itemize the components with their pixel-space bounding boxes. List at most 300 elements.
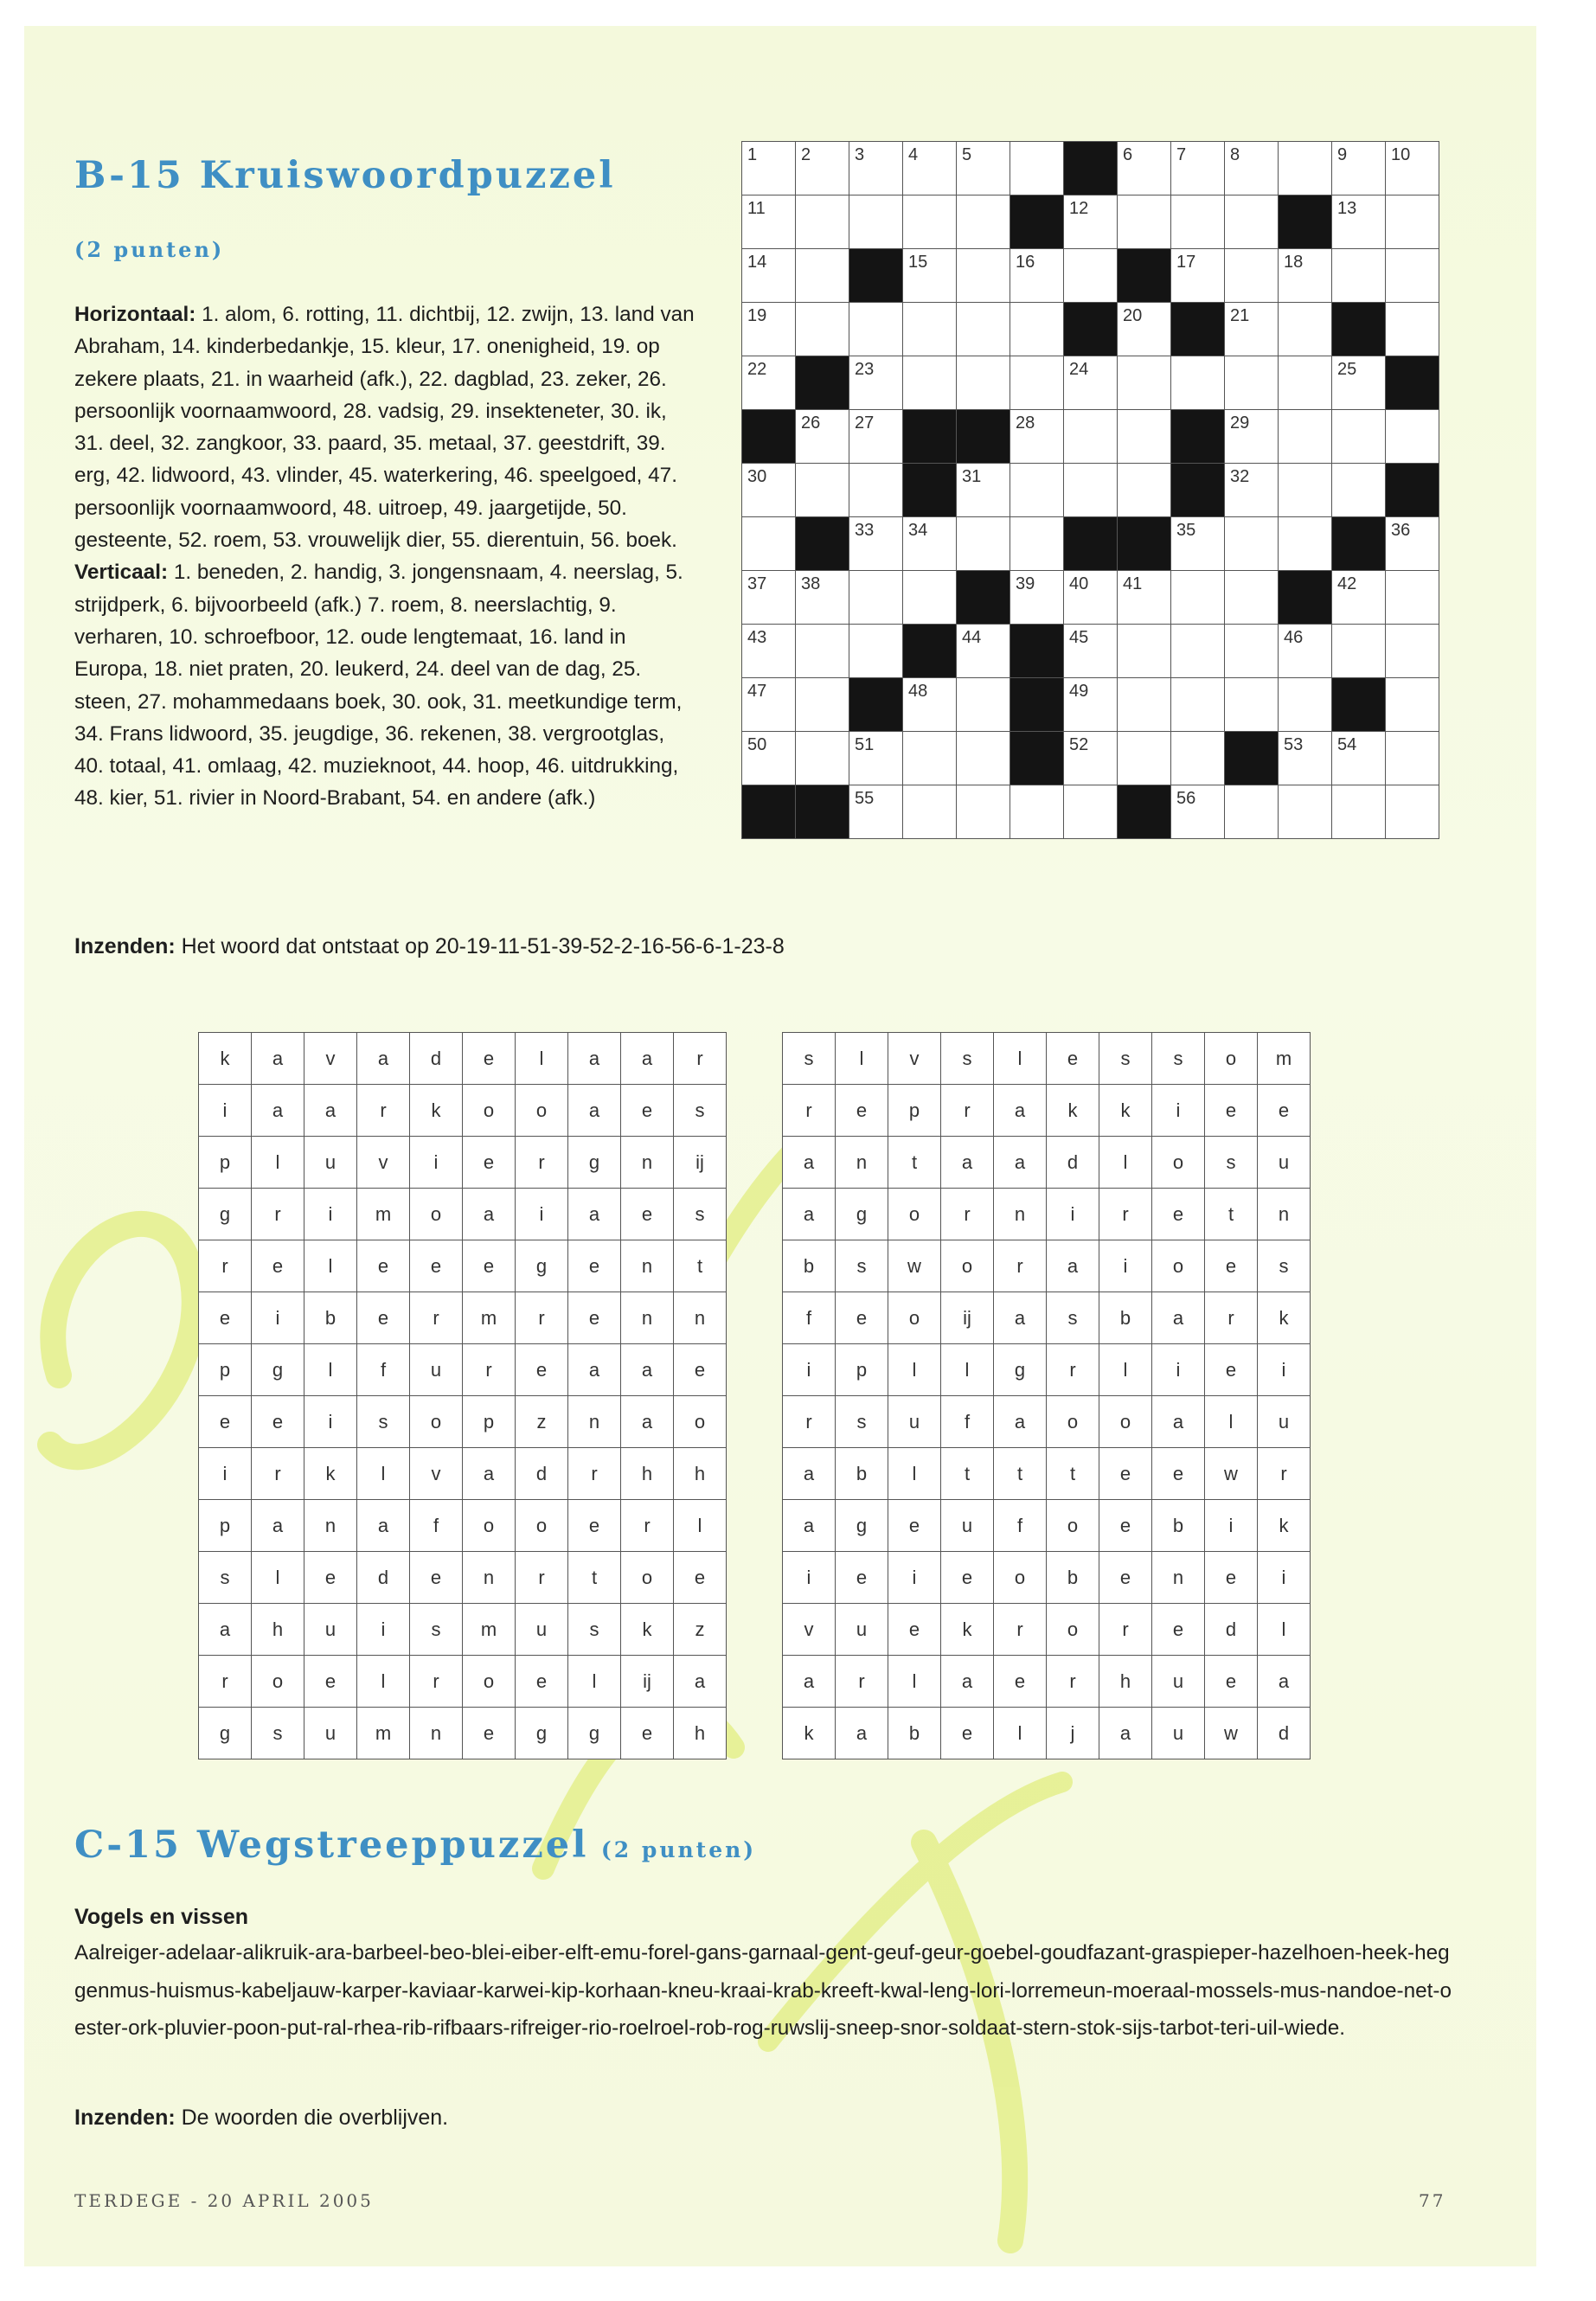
crossword-cell <box>957 625 1010 678</box>
wordsearch-cell: e <box>252 1240 304 1292</box>
crossword-row <box>742 410 1439 464</box>
crossword-cell <box>1010 464 1064 517</box>
crossword-cell <box>1010 303 1064 356</box>
wordsearch-cell: d <box>357 1552 410 1604</box>
wordsearch-cell: s <box>357 1396 410 1448</box>
wordsearch-heading <box>74 1823 756 1867</box>
wordsearch-row <box>199 1656 727 1708</box>
crossword-cell <box>849 625 903 678</box>
crossword-cell <box>957 249 1010 303</box>
wordsearch-cell: g <box>516 1708 568 1759</box>
wordsearch-cell: b <box>304 1292 357 1344</box>
wordsearch-cell: e <box>621 1189 674 1240</box>
crossword-cell-number: 54 <box>1337 735 1357 754</box>
crossword-cell <box>903 785 957 839</box>
wordsearch-cell: u <box>410 1344 463 1396</box>
wordsearch-cell: u <box>1152 1708 1205 1759</box>
wordsearch-cell: r <box>994 1240 1047 1292</box>
crossword-cell <box>1386 142 1439 195</box>
crossword-cell <box>903 356 957 410</box>
wordsearch-cell: n <box>410 1708 463 1759</box>
crossword-cell <box>957 517 1010 571</box>
crossword-cell <box>903 571 957 625</box>
wordsearch-cell: e <box>568 1240 621 1292</box>
crossword-row <box>742 195 1439 249</box>
wordsearch-cell: t <box>568 1552 621 1604</box>
wordsearch-cell: s <box>252 1708 304 1759</box>
wordsearch-cell: i <box>199 1448 252 1500</box>
wordsearch-submit-label: Inzenden: <box>74 2106 176 2130</box>
wordsearch-cell: a <box>783 1137 836 1189</box>
wordsearch-cell: e <box>621 1708 674 1759</box>
crossword-cell <box>1332 249 1386 303</box>
crossword-black-cell <box>796 785 849 839</box>
crossword-cell <box>1225 303 1279 356</box>
wordsearch-cell: u <box>941 1500 994 1552</box>
wordsearch-cell: v <box>888 1033 941 1085</box>
crossword-cell <box>742 571 796 625</box>
wordsearch-cell: i <box>410 1137 463 1189</box>
wordsearch-cell: i <box>1047 1189 1099 1240</box>
wordsearch-cell: e <box>836 1085 888 1137</box>
wordsearch-cell: e <box>357 1240 410 1292</box>
crossword-cell <box>1386 249 1439 303</box>
wordsearch-cell: o <box>1205 1033 1258 1085</box>
crossword-cell <box>1171 142 1225 195</box>
wordsearch-cell: s <box>1047 1292 1099 1344</box>
wordsearch-cell: e <box>463 1137 516 1189</box>
wordsearch-cell: p <box>199 1500 252 1552</box>
crossword-cell <box>1386 303 1439 356</box>
wordsearch-row <box>199 1137 727 1189</box>
crossword-cell <box>1118 410 1171 464</box>
wordsearch-cell: ij <box>674 1137 727 1189</box>
wordsearch-submit <box>74 2106 448 2131</box>
crossword-cell <box>1171 678 1225 732</box>
crossword-black-cell <box>903 410 957 464</box>
crossword-cell <box>742 195 796 249</box>
wordsearch-cell: r <box>463 1344 516 1396</box>
crossword-cell <box>1279 410 1332 464</box>
crossword-cell <box>1118 732 1171 785</box>
wordsearch-cell: s <box>1152 1033 1205 1085</box>
wordsearch-cell: m <box>463 1604 516 1656</box>
wordsearch-cell: s <box>783 1033 836 1085</box>
crossword-cell <box>1010 571 1064 625</box>
wordsearch-cell: u <box>1258 1396 1311 1448</box>
crossword-black-cell <box>1064 517 1118 571</box>
wordsearch-cell: l <box>888 1344 941 1396</box>
wordsearch-row <box>199 1708 727 1759</box>
crossword-black-cell <box>1064 303 1118 356</box>
wordsearch-cell: v <box>357 1137 410 1189</box>
wordsearch-cell: a <box>463 1189 516 1240</box>
wordsearch-cell: m <box>1258 1033 1311 1085</box>
crossword-cell <box>849 195 903 249</box>
crossword-cell <box>796 249 849 303</box>
crossword-cell <box>796 195 849 249</box>
wordsearch-cell: a <box>568 1085 621 1137</box>
wordsearch-cell: e <box>199 1396 252 1448</box>
crossword-clues <box>74 298 699 815</box>
crossword-cell-number: 34 <box>908 521 928 540</box>
crossword-cell-number: 1 <box>747 145 758 164</box>
horizontal-label: Horizontaal: <box>74 303 196 326</box>
crossword-black-cell <box>1010 625 1064 678</box>
wordsearch-cell: i <box>1152 1085 1205 1137</box>
wordsearch-cell: k <box>1258 1500 1311 1552</box>
wordsearch-cell: k <box>304 1448 357 1500</box>
crossword-cell <box>903 517 957 571</box>
crossword-row <box>742 249 1439 303</box>
crossword-black-cell <box>1010 195 1064 249</box>
crossword-black-cell <box>1010 732 1064 785</box>
crossword-cell <box>1332 571 1386 625</box>
wordsearch-cell: a <box>1047 1240 1099 1292</box>
wordsearch-cell: r <box>568 1448 621 1500</box>
wordsearch-cell: l <box>994 1033 1047 1085</box>
wordsearch-cell: r <box>1047 1656 1099 1708</box>
crossword-black-cell <box>1118 517 1171 571</box>
crossword-cell-number: 38 <box>801 574 821 593</box>
wordsearch-cell: e <box>1099 1500 1152 1552</box>
wordsearch-cell: a <box>783 1500 836 1552</box>
wordsearch-cell: n <box>621 1240 674 1292</box>
wordsearch-cell: r <box>199 1240 252 1292</box>
wordsearch-cell: o <box>1047 1500 1099 1552</box>
crossword-cell-number: 28 <box>1016 413 1035 433</box>
crossword-cell <box>957 142 1010 195</box>
wordsearch-cell: s <box>836 1396 888 1448</box>
crossword-black-cell <box>1332 303 1386 356</box>
wordsearch-row <box>783 1085 1311 1137</box>
crossword-black-cell <box>1332 678 1386 732</box>
wordsearch-cell: s <box>1258 1240 1311 1292</box>
crossword-cell-number: 14 <box>747 253 767 272</box>
wordsearch-cell: n <box>568 1396 621 1448</box>
crossword-cell-number: 6 <box>1123 145 1133 164</box>
crossword-cell <box>1171 195 1225 249</box>
crossword-cell <box>903 732 957 785</box>
crossword-cell <box>1279 356 1332 410</box>
crossword-cell-number: 40 <box>1069 574 1089 593</box>
wordsearch-row <box>783 1033 1311 1085</box>
crossword-cell <box>796 142 849 195</box>
wordsearch-row <box>199 1396 727 1448</box>
wordsearch-cell: e <box>1205 1344 1258 1396</box>
wordsearch-cell: r <box>941 1085 994 1137</box>
wordsearch-cell: e <box>1099 1552 1152 1604</box>
wordsearch-cell: l <box>888 1448 941 1500</box>
wordsearch-cell: s <box>941 1033 994 1085</box>
wordsearch-cell: a <box>994 1085 1047 1137</box>
crossword-cell <box>903 142 957 195</box>
wordsearch-cell: s <box>674 1085 727 1137</box>
wordsearch-cell: i <box>1205 1500 1258 1552</box>
crossword-cell-number: 42 <box>1337 574 1357 593</box>
wordsearch-points: (2 punten) <box>600 1837 757 1862</box>
crossword-cell-number: 46 <box>1284 628 1304 647</box>
wordsearch-cell: a <box>463 1448 516 1500</box>
wordsearch-cell: j <box>1047 1708 1099 1759</box>
crossword-cell-number: 25 <box>1337 360 1357 379</box>
wordsearch-cell: f <box>941 1396 994 1448</box>
wordsearch-cell: l <box>1205 1396 1258 1448</box>
wordsearch-cell: a <box>304 1085 357 1137</box>
wordsearch-cell: r <box>994 1604 1047 1656</box>
wordsearch-cell: g <box>836 1189 888 1240</box>
crossword-cell <box>1279 142 1332 195</box>
wordsearch-cell: o <box>888 1292 941 1344</box>
wordsearch-cell: l <box>568 1656 621 1708</box>
crossword-black-cell <box>849 249 903 303</box>
crossword-cell <box>1332 356 1386 410</box>
crossword-cell-number: 48 <box>908 682 928 701</box>
wordsearch-row <box>783 1708 1311 1759</box>
crossword-cell <box>903 678 957 732</box>
wordsearch-cell: a <box>357 1033 410 1085</box>
wordsearch-cell: s <box>674 1189 727 1240</box>
crossword-cell <box>742 356 796 410</box>
crossword-cell <box>1010 785 1064 839</box>
wordsearch-cell: r <box>783 1396 836 1448</box>
wordsearch-cell: e <box>410 1240 463 1292</box>
wordsearch-cell: n <box>304 1500 357 1552</box>
crossword-black-cell <box>1171 410 1225 464</box>
crossword-cell <box>796 464 849 517</box>
crossword-cell-number: 12 <box>1069 199 1089 218</box>
wordsearch-cell: e <box>941 1708 994 1759</box>
crossword-row <box>742 678 1439 732</box>
crossword-cell-number: 23 <box>855 360 875 379</box>
wordsearch-cell: l <box>836 1033 888 1085</box>
crossword-cell <box>1171 356 1225 410</box>
wordsearch-cell: a <box>621 1344 674 1396</box>
wordsearch-cell: e <box>463 1240 516 1292</box>
wordsearch-cell: o <box>1152 1240 1205 1292</box>
wordsearch-cell: a <box>621 1033 674 1085</box>
crossword-black-cell <box>796 356 849 410</box>
wordsearch-cell: g <box>568 1137 621 1189</box>
crossword-cell-number: 24 <box>1069 360 1089 379</box>
crossword-cell-number: 31 <box>962 467 982 486</box>
crossword-cell-number: 15 <box>908 253 928 272</box>
wordsearch-cell: o <box>994 1552 1047 1604</box>
crossword-cell-number: 43 <box>747 628 767 647</box>
crossword-cell-number: 7 <box>1176 145 1187 164</box>
wordsearch-cell: f <box>410 1500 463 1552</box>
crossword-cell <box>1279 249 1332 303</box>
crossword-cell-number: 37 <box>747 574 767 593</box>
wordsearch-cell: s <box>410 1604 463 1656</box>
crossword-cell-number: 8 <box>1230 145 1240 164</box>
wordsearch-cell: a <box>1152 1396 1205 1448</box>
wordsearch-cell: o <box>1047 1604 1099 1656</box>
crossword-cell <box>1386 732 1439 785</box>
crossword-cell <box>1064 356 1118 410</box>
crossword-cell <box>1064 732 1118 785</box>
crossword-cell <box>1064 571 1118 625</box>
wordsearch-cell: o <box>463 1656 516 1708</box>
crossword-cell-number: 2 <box>801 145 811 164</box>
wordsearch-cell: a <box>783 1656 836 1708</box>
wordsearch-cell: a <box>1152 1292 1205 1344</box>
wordsearch-cell: r <box>621 1500 674 1552</box>
crossword-cell-number: 10 <box>1391 145 1411 164</box>
wordsearch-cell: b <box>1099 1292 1152 1344</box>
wordsearch-cell: w <box>1205 1448 1258 1500</box>
wordsearch-cell: g <box>568 1708 621 1759</box>
wordsearch-row <box>199 1344 727 1396</box>
wordsearch-cell: k <box>783 1708 836 1759</box>
crossword-cell <box>1010 517 1064 571</box>
wordsearch-cell: h <box>1099 1656 1152 1708</box>
wordsearch-cell: t <box>674 1240 727 1292</box>
wordsearch-row <box>199 1604 727 1656</box>
wordsearch-cell: e <box>1205 1656 1258 1708</box>
wordsearch-row <box>199 1500 727 1552</box>
crossword-cell-number: 49 <box>1069 682 1089 701</box>
wordsearch-cell: e <box>674 1344 727 1396</box>
crossword-cell <box>957 678 1010 732</box>
vertical-clues: 1. beneden, 2. handig, 3. jongensnaam, 4. neerslag, 5. strijdperk, 6. bijvoorbeeld (afk.) 7. roem, 8. neerslachtig, 9. verharen, 10. schroefboor, 12. oude lengtemaat, 16. land in Europa, 18. niet praten, 20. leukerd, 24. deel van de dag, 25. steen, 27. mohammedaans boek, 30. ook, 31. meetkundige term, 34. Frans lidwoord, 35. jeugdige, 36. rekenen, 38. vergrootglas, 40. totaal, 41. omlaag, 42. muzieknoot, 44. hoop, 46. uitdrukking, 48. kier, 51. rivier in Noord-Brabant, 54. en andere (afk.) <box>74 561 683 811</box>
wordsearch-cell: a <box>941 1656 994 1708</box>
wordsearch-cell: o <box>888 1189 941 1240</box>
crossword-cell-number: 47 <box>747 682 767 701</box>
wordsearch-row <box>783 1189 1311 1240</box>
wordsearch-cell: l <box>357 1656 410 1708</box>
wordsearch-cell: p <box>199 1137 252 1189</box>
wordsearch-cell: r <box>357 1085 410 1137</box>
wordsearch-cell: a <box>252 1033 304 1085</box>
crossword-cell <box>1225 517 1279 571</box>
wordsearch-cell: d <box>1258 1708 1311 1759</box>
wordsearch-cell: o <box>410 1396 463 1448</box>
wordsearch-cell: b <box>836 1448 888 1500</box>
wordsearch-cell: t <box>888 1137 941 1189</box>
wordsearch-row <box>783 1344 1311 1396</box>
wordsearch-cell: d <box>516 1448 568 1500</box>
wordsearch-cell: u <box>304 1708 357 1759</box>
crossword-cell <box>1386 195 1439 249</box>
wordsearch-cell: l <box>304 1344 357 1396</box>
crossword-black-cell <box>957 410 1010 464</box>
crossword-cell <box>796 410 849 464</box>
wordsearch-cell: o <box>621 1552 674 1604</box>
crossword-cell <box>1225 785 1279 839</box>
wordsearch-cell: l <box>252 1137 304 1189</box>
crossword-row <box>742 625 1439 678</box>
wordsearch-cell: e <box>199 1292 252 1344</box>
wordsearch-cell: s <box>1205 1137 1258 1189</box>
wordsearch-cell: w <box>888 1240 941 1292</box>
wordsearch-cell: f <box>783 1292 836 1344</box>
wordsearch-cell: e <box>941 1552 994 1604</box>
crossword-cell <box>1225 142 1279 195</box>
crossword-cell-number: 56 <box>1176 789 1196 808</box>
crossword-black-cell <box>1225 732 1279 785</box>
crossword-black-cell <box>1279 195 1332 249</box>
wordsearch-cell: e <box>516 1656 568 1708</box>
crossword-cell <box>1386 678 1439 732</box>
wordsearch-cell: u <box>304 1604 357 1656</box>
crossword-cell-number: 51 <box>855 735 875 754</box>
crossword-cell <box>742 303 796 356</box>
crossword-row <box>742 785 1439 839</box>
wordsearch-row <box>783 1396 1311 1448</box>
crossword-cell <box>1118 142 1171 195</box>
crossword-cell <box>796 732 849 785</box>
crossword-cell <box>1386 571 1439 625</box>
crossword-cell <box>1279 517 1332 571</box>
crossword-cell <box>957 195 1010 249</box>
crossword-cell-number: 4 <box>908 145 919 164</box>
crossword-cell <box>1386 410 1439 464</box>
crossword-cell <box>742 625 796 678</box>
wordsearch-cell: b <box>888 1708 941 1759</box>
wordsearch-cell: i <box>783 1552 836 1604</box>
wordsearch-cell: l <box>1099 1137 1152 1189</box>
crossword-cell <box>1064 678 1118 732</box>
crossword-cell <box>1118 195 1171 249</box>
wordsearch-cell: l <box>941 1344 994 1396</box>
wordsearch-cell: r <box>674 1033 727 1085</box>
crossword-cell <box>742 464 796 517</box>
wordsearch-grid-left <box>198 1032 727 1759</box>
wordsearch-cell: k <box>199 1033 252 1085</box>
wordsearch-cell: e <box>674 1552 727 1604</box>
wordsearch-cell: s <box>568 1604 621 1656</box>
crossword-cell <box>1171 625 1225 678</box>
wordsearch-cell: e <box>621 1085 674 1137</box>
crossword-cell <box>1386 517 1439 571</box>
wordsearch-cell: s <box>199 1552 252 1604</box>
wordsearch-cell: n <box>1258 1189 1311 1240</box>
wordsearch-cell: e <box>1152 1448 1205 1500</box>
crossword-row <box>742 732 1439 785</box>
wordsearch-cell: r <box>1099 1604 1152 1656</box>
crossword-cell <box>957 464 1010 517</box>
wordsearch-cell: l <box>304 1240 357 1292</box>
wordsearch-cell: a <box>994 1396 1047 1448</box>
wordsearch-cell: a <box>1099 1708 1152 1759</box>
crossword-cell <box>1332 142 1386 195</box>
crossword-black-cell <box>957 571 1010 625</box>
wordsearch-cell: e <box>836 1552 888 1604</box>
crossword-cell <box>849 410 903 464</box>
wordsearch-row <box>199 1292 727 1344</box>
crossword-cell-number: 17 <box>1176 253 1196 272</box>
crossword-cell <box>1118 625 1171 678</box>
crossword-cell <box>1118 356 1171 410</box>
crossword-cell-number: 44 <box>962 628 982 647</box>
wordsearch-cell: r <box>516 1552 568 1604</box>
footer-page-number: 77 <box>1419 2190 1446 2211</box>
wordsearch-cell: e <box>1099 1448 1152 1500</box>
wordsearch-cell: a <box>621 1396 674 1448</box>
wordsearch-cell: g <box>516 1240 568 1292</box>
crossword-black-cell <box>1118 249 1171 303</box>
wordsearch-cell: a <box>199 1604 252 1656</box>
wordsearch-cell: e <box>304 1656 357 1708</box>
crossword-black-cell <box>1064 142 1118 195</box>
wordsearch-cell: a <box>252 1085 304 1137</box>
wordsearch-cell: e <box>357 1292 410 1344</box>
wordsearch-cell: o <box>1152 1137 1205 1189</box>
crossword-cell <box>903 249 957 303</box>
crossword-cell <box>1225 410 1279 464</box>
crossword-cell-number: 13 <box>1337 199 1357 218</box>
